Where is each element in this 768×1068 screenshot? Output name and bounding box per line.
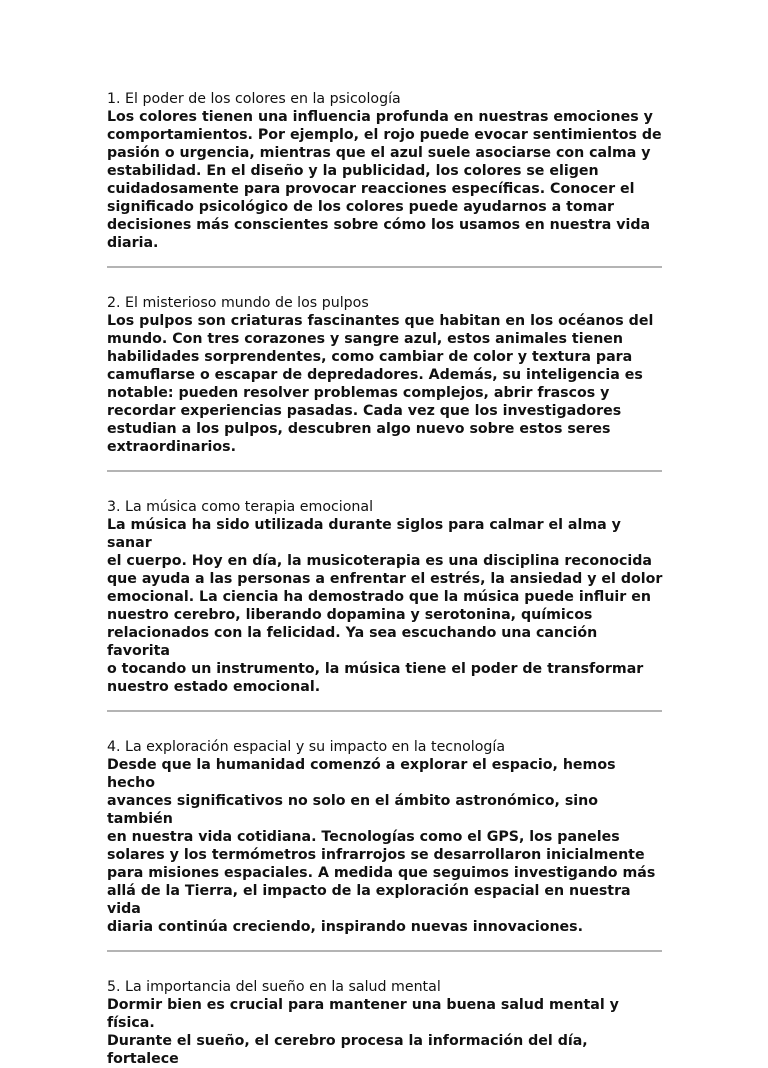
section-title: 5. La importancia del sueño en la salud mental xyxy=(107,979,441,995)
section-space-exploration xyxy=(107,738,663,936)
section-octopus-world xyxy=(107,294,663,456)
section-music-therapy xyxy=(107,498,663,696)
section-title: 1. El poder de los colores en la psicología xyxy=(107,91,401,107)
section-body: Desde que la humanidad comenzó a explorar el espacio, hemos hecho avances significativos no solo en el ámbito astronómico, sino también en nuestra vida cotidiana. Tecnologías como el GPS, los paneles solares y los termómetros infrarrojos se desarrollaron inicialmente para misiones espaciales. A medida que seguimos investigando más allá de la Tierra, el impacto de la exploración espacial en nuestra vida diaria continúa creciendo, inspirando nuevas innovaciones. xyxy=(107,757,656,935)
section-sleep-mental-health xyxy=(107,978,663,1068)
section-title: 3. La música como terapia emocional xyxy=(107,499,374,515)
section-body: Los colores tienen una influencia profunda en nuestras emociones y comportamientos. Por ejemplo, el rojo puede evocar sentimientos de pasión o urgencia, mientras que el azul suele asociarse con calma y estabilidad. En el diseño y la publicidad, los colores se eligen cuidadosamente para provocar reacciones específicas. Conocer el significado psicológico de los colores puede ayudarnos a tomar decisiones más conscientes sobre cómo los usamos en nuestra vida diaria. xyxy=(107,109,662,251)
section-divider xyxy=(107,710,662,712)
section-colors-psychology xyxy=(107,90,663,252)
section-body: Dormir bien es crucial para mantener una buena salud mental y física. Durante el sueño, el cerebro procesa la información del día, fortalece xyxy=(107,997,619,1067)
section-body: La música ha sido utilizada durante siglos para calmar el alma y sanar el cuerpo. Hoy en día, la musicoterapia es una disciplina reconocida que ayuda a las personas a enfrentar el estrés, la ansiedad y el dolor emocional. La ciencia ha demostrado que la música puede influir en nuestro cerebro, liberando dopamina y serotonina, químicos relacionados con la felicidad. Ya sea escuchando una canción favorita o tocando un instrumento, la música tiene el poder de transformar nuestro estado emocional. xyxy=(107,517,663,695)
section-title: 4. La exploración espacial y su impacto en la tecnología xyxy=(107,739,506,755)
document-page xyxy=(107,90,663,1068)
section-title: 2. El misterioso mundo de los pulpos xyxy=(107,295,369,311)
section-divider xyxy=(107,266,662,268)
section-divider xyxy=(107,470,662,472)
section-body: Los pulpos son criaturas fascinantes que habitan en los océanos del mundo. Con tres corazones y sangre azul, estos animales tienen habilidades sorprendentes, como cambiar de color y textura para camuflarse o escapar de depredadores. Además, su inteligencia es notable: pueden resolver problemas complejos, abrir frascos y recordar experiencias pasadas. Cada vez que los investigadores estudian a los pulpos, descubren algo nuevo sobre estos seres extraordinarios. xyxy=(107,313,654,455)
section-divider xyxy=(107,950,662,952)
